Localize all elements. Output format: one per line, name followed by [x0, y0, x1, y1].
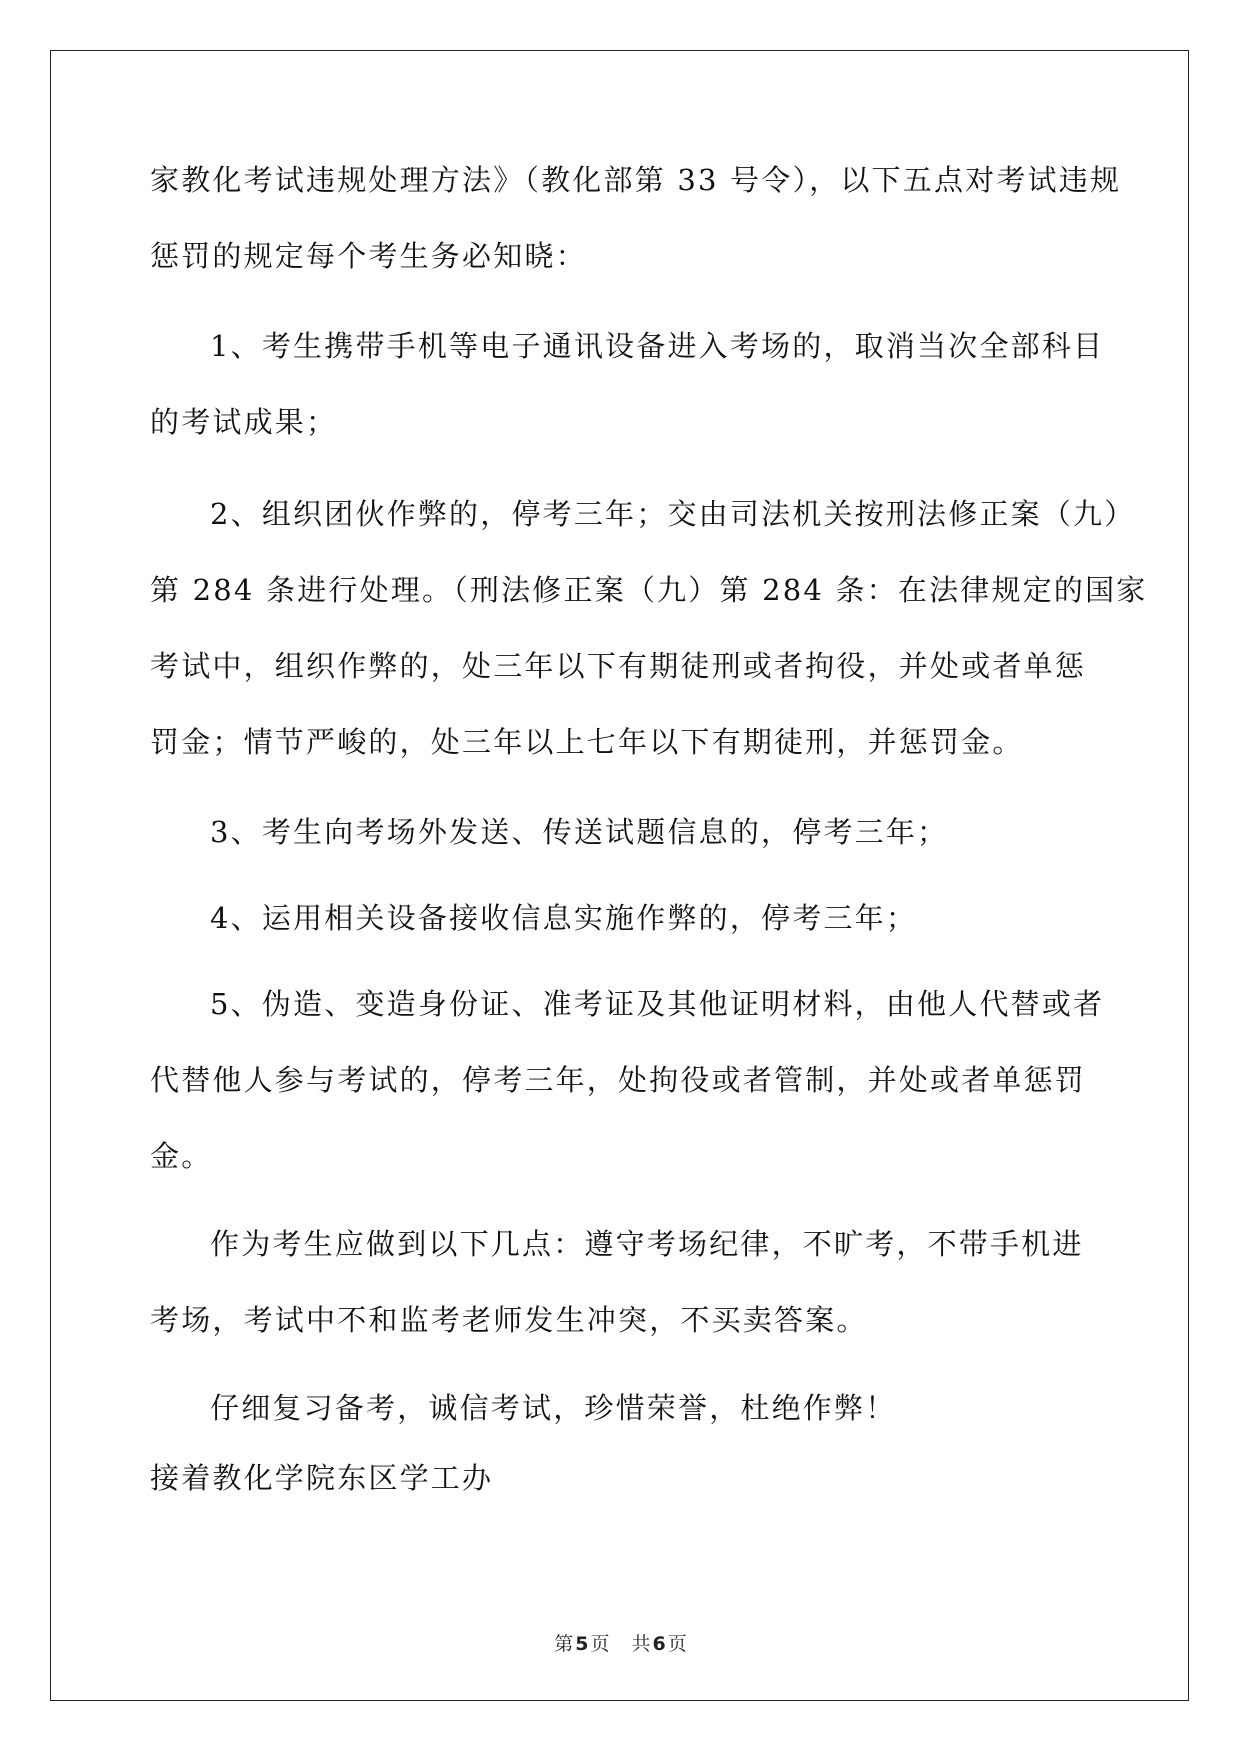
text-line: 罚金；情节严峻的，处三年以上七年以下有期徒刑，并惩罚金。 — [150, 725, 1024, 759]
list-item-3: 3、考生向考场外发送、传送试题信息的，停考三年； — [210, 815, 949, 849]
text-line: 第 284 条进行处理。（刑法修正案（九）第 284 条：在法律规定的国家 — [150, 573, 1148, 607]
page-border — [50, 50, 1189, 1701]
text-line: 代替他人参与考试的，停考三年，处拘役或者管制，并处或者单惩罚 — [150, 1063, 1087, 1097]
page-total: 6 — [652, 1633, 666, 1655]
page-prefix: 第 — [554, 1633, 574, 1655]
text-line: 惩罚的规定每个考生务必知晓： — [150, 239, 587, 273]
page-footer — [0, 1632, 1241, 1656]
text-line: 考场，考试中不和监考老师发生冲突，不买卖答案。 — [150, 1303, 868, 1337]
text-line: 金。 — [150, 1139, 213, 1173]
total-prefix: 共 — [631, 1633, 651, 1655]
total-suffix: 页 — [667, 1633, 687, 1655]
page-current: 5 — [575, 1633, 589, 1655]
text-line: 考试中，组织作弊的，处三年以下有期徒刑或者拘役，并处或者单惩 — [150, 649, 1087, 683]
list-item-5: 5、伪造、变造身份证、准考证及其他证明材料，由他人代替或者 — [210, 987, 1105, 1021]
signature-line: 接着教化学院东区学工办 — [150, 1461, 494, 1495]
list-item-4: 4、运用相关设备接收信息实施作弊的，停考三年； — [210, 901, 918, 935]
text-line: 家教化考试违规处理方法》（教化部第 33 号令），以下五点对考试违规 — [150, 163, 1122, 197]
slogan-line: 仔细复习备考，诚信考试，珍惜荣誉，杜绝作弊！ — [210, 1391, 897, 1425]
list-item-2: 2、组织团伙作弊的，停考三年；交由司法机关按刑法修正案（九） — [210, 497, 1136, 531]
paragraph-start: 作为考生应做到以下几点：遵守考场纪律，不旷考，不带手机进 — [210, 1227, 1084, 1261]
list-item-1: 1、考生携带手机等电子通讯设备进入考场的，取消当次全部科目 — [210, 329, 1105, 363]
page-suffix: 页 — [590, 1633, 610, 1655]
text-line: 的考试成果； — [150, 405, 338, 439]
